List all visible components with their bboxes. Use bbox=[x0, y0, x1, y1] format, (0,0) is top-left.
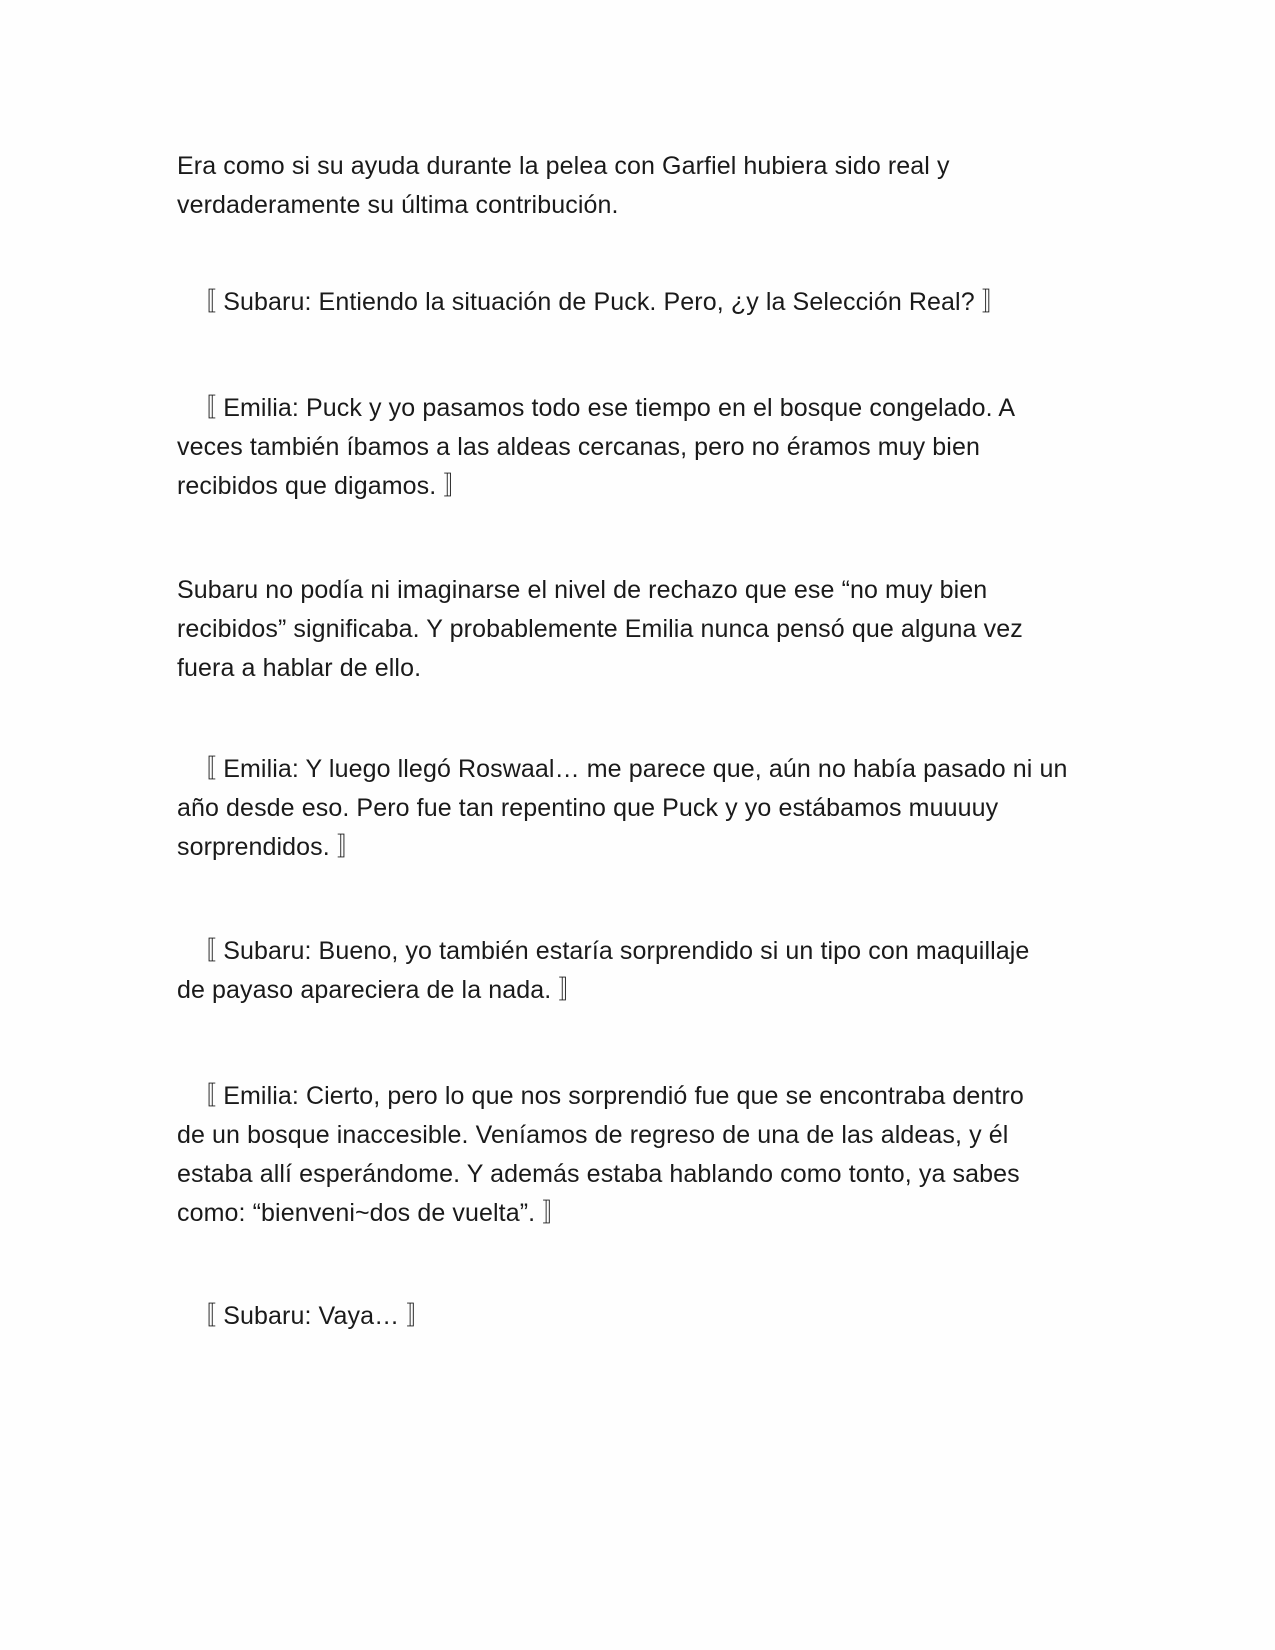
dialogue-emilia: 〚 Emilia: Cierto, pero lo que nos sorprendió fue que se encontraba dentro de un bosque inaccesible. Veníamos de regreso de una de las aldeas, y él estaba allí esperándome. Y además estaba hablando como tonto, ya sabes como: “bienveni~dos de vuelta”. 〛 bbox=[177, 1082, 1024, 1227]
narration-paragraph: Era como si su ayuda durante la pelea con Garfiel hubiera sido real y verdaderamente su última contribución. bbox=[177, 152, 950, 219]
dialogue-subaru: 〚 Subaru: Bueno, yo también estaría sorprendido si un tipo con maquillaje de payaso apareciera de la nada. 〛 bbox=[177, 937, 1030, 1004]
narration-paragraph: Subaru no podía ni imaginarse el nivel de rechazo que ese “no muy bien recibidos” significaba. Y probablemente Emilia nunca pensó que alguna vez fuera a hablar de ello. bbox=[177, 576, 1023, 682]
dialogue-subaru: 〚 Subaru: Vaya… 〛 bbox=[177, 1302, 432, 1330]
dialogue-emilia: 〚 Emilia: Puck y yo pasamos todo ese tiempo en el bosque congelado. A veces también íbamos a las aldeas cercanas, pero no éramos muy bien recibidos que digamos. 〛 bbox=[177, 394, 1016, 500]
dialogue-emilia: 〚 Emilia: Y luego llegó Roswaal… me parece que, aún no había pasado ni un año desde eso. Pero fue tan repentino que Puck y yo estábamos muuuuy sorprendidos. 〛 bbox=[177, 755, 1068, 861]
dialogue-subaru: 〚 Subaru: Entiendo la situación de Puck. Pero, ¿y la Selección Real? 〛 bbox=[177, 288, 1007, 316]
